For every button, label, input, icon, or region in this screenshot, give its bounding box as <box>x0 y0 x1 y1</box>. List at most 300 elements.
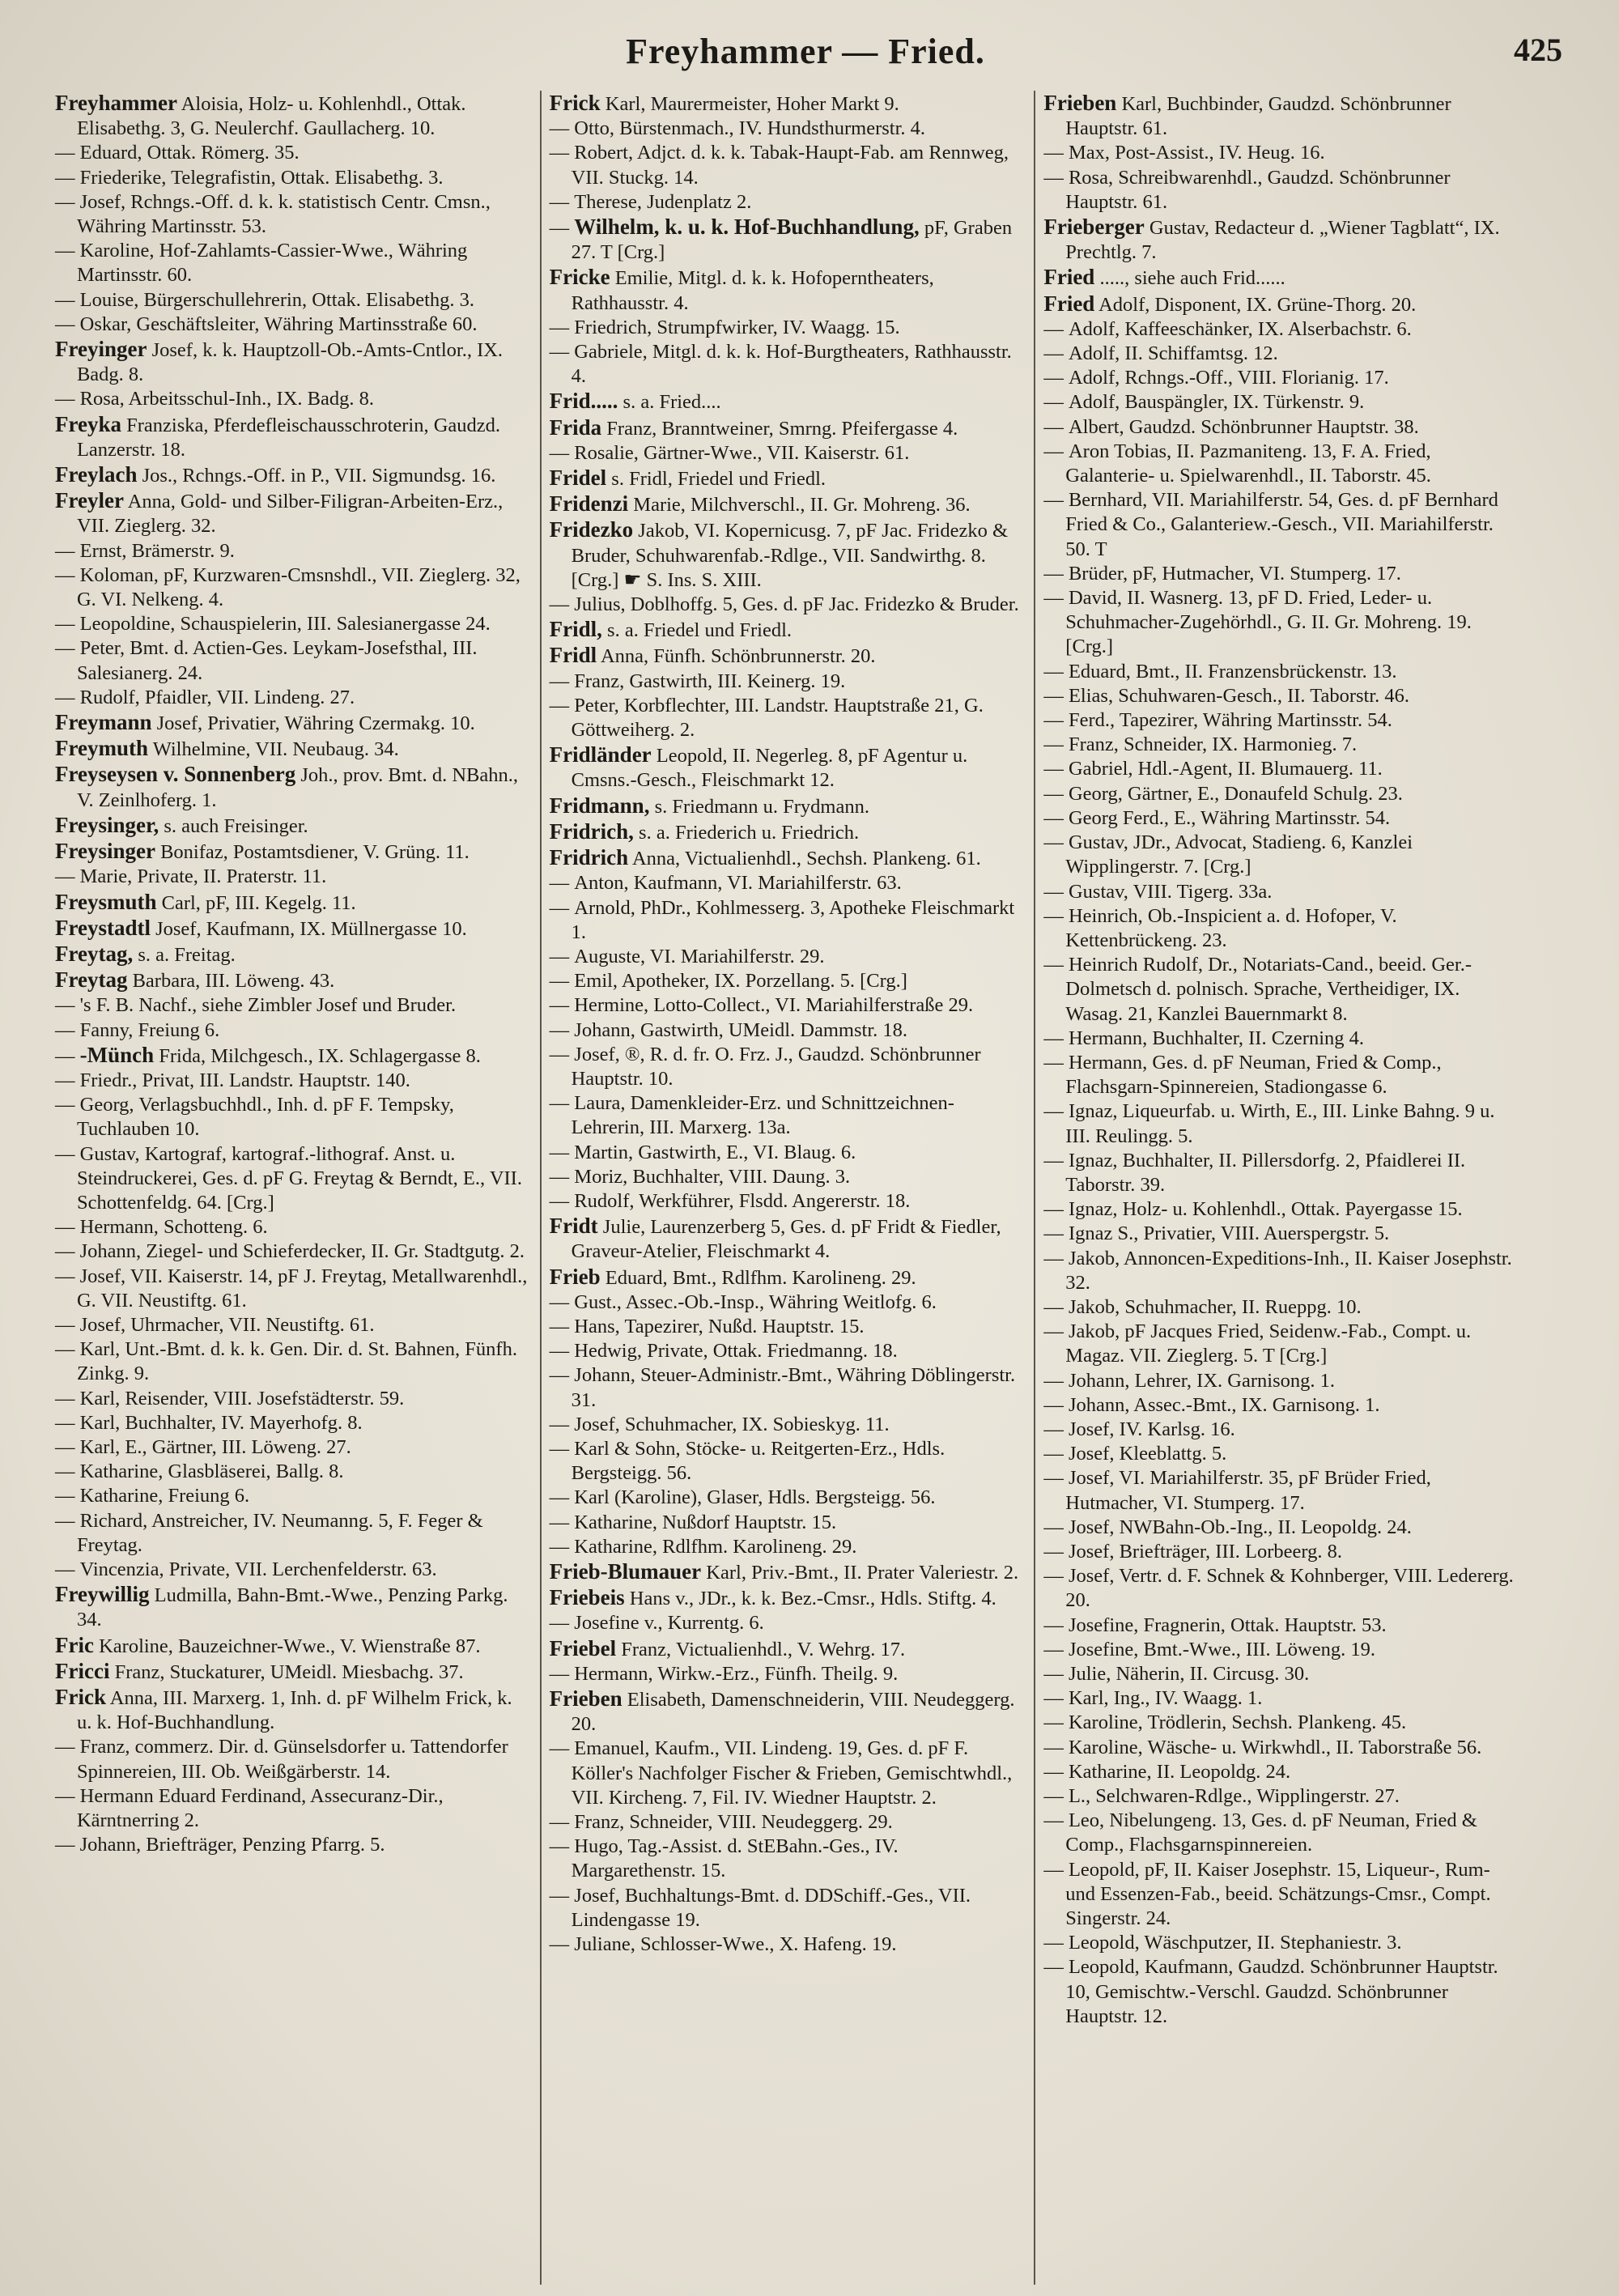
entry-text: Julius, Doblhoffg. 5, Ges. d. pF Jac. Fridezko & Bruder. <box>574 593 1019 616</box>
entry-surname: Freytag <box>55 967 128 993</box>
entry-text: Hermann, Schotteng. 6. <box>79 1216 268 1239</box>
repeat-dash: — <box>1043 1736 1064 1758</box>
entry-text: Auguste, VI. Mariahilferstr. 29. <box>574 945 825 967</box>
directory-entry <box>550 1486 1026 1510</box>
directory-entry <box>550 340 1026 389</box>
entry-surname: Fridl <box>549 643 597 668</box>
directory-entry <box>550 1511 1026 1535</box>
directory-entry <box>1043 1051 1520 1099</box>
directory-entry <box>550 1585 1026 1611</box>
repeat-dash: — <box>549 1737 570 1760</box>
column-1 <box>47 91 540 2285</box>
directory-entry <box>55 686 532 710</box>
repeat-dash: — <box>55 1216 75 1239</box>
repeat-dash: — <box>55 313 75 335</box>
entry-text: Friedrich, Strumpfwirker, IV. Waagg. 15. <box>574 316 900 338</box>
entry-text: Eduard, Ottak. Römerg. 35. <box>79 142 300 164</box>
entry-text: Karl, Unt.-Bmt. d. k. k. Gen. Dir. d. St. Bahnen, Fünfh. Zinkg. 9. <box>76 1338 517 1385</box>
repeat-dash: — <box>549 694 570 716</box>
directory-entry <box>55 190 532 239</box>
directory-entry <box>550 1810 1026 1835</box>
directory-entry <box>55 1784 532 1833</box>
entry-text: Josef, Rchngs.-Off. d. k. k. statistisch Centr. Cmsn., Währing Martinsstr. 53. <box>76 190 491 238</box>
repeat-dash: — <box>1043 660 1064 682</box>
directory-entry <box>1043 1858 1520 1932</box>
entry-text: Karl, Ing., IV. Waagg. 1. <box>1068 1687 1263 1710</box>
directory-entry <box>55 1337 532 1386</box>
directory-entry <box>550 1214 1026 1264</box>
directory-entry <box>550 1636 1026 1662</box>
repeat-dash: — <box>55 686 75 708</box>
directory-entry <box>550 1686 1026 1737</box>
page-header <box>49 31 1562 79</box>
entry-text: Eduard, Bmt., Rdlfhm. Karolineng. 29. <box>605 1266 916 1289</box>
entry-text: s. a. Friederich u. Friedrich. <box>639 821 860 844</box>
repeat-dash: — <box>1043 317 1064 340</box>
directory-entry <box>1043 757 1520 781</box>
entry-text: Ferd., Tapezirer, Währing Martinsstr. 54. <box>1068 709 1392 732</box>
directory-entry <box>1043 684 1520 708</box>
entry-surname: Fric <box>55 1632 94 1657</box>
entry-text: Richard, Anstreicher, IV. Neumanng. 5, F. Feger & Freytag. <box>76 1509 483 1556</box>
directory-entry <box>1043 390 1520 415</box>
entry-surname: Frick <box>55 1685 106 1709</box>
directory-entry <box>550 441 1026 466</box>
entry-text: Josef, Kaufmann, IX. Müllnergasse 10. <box>155 917 467 940</box>
entry-text: Julie, Näherin, II. Circusg. 30. <box>1068 1663 1310 1685</box>
entry-text: Rosa, Schreibwarenhdl., Gaudzd. Schönbrunner Hauptstr. 61. <box>1065 166 1451 213</box>
entry-surname: Freystadtl <box>55 915 151 940</box>
directory-entry <box>55 1387 532 1411</box>
directory-entry <box>550 190 1026 215</box>
directory-entry <box>1043 1099 1520 1148</box>
entry-surname: Freyinger <box>55 337 147 362</box>
directory-entry <box>550 1265 1026 1290</box>
repeat-dash: — <box>549 1018 570 1041</box>
directory-entry <box>55 636 532 685</box>
directory-entry <box>1043 1662 1520 1686</box>
entry-text: Julie, Laurenzerberg 5, Ges. d. pF Fridt & Fiedler, Graveur-Atelier, Fleischmarkt 4. <box>571 1216 1001 1263</box>
directory-entry <box>1043 1197 1520 1222</box>
directory-entry <box>550 415 1026 441</box>
directory-entry <box>1043 660 1520 684</box>
repeat-dash: — <box>55 1834 75 1856</box>
repeat-dash: — <box>1043 1467 1064 1490</box>
directory-entry <box>55 993 532 1018</box>
entry-text: Anna, Gold- und Silber-Filigran-Arbeiten-Erz., VII. Zieglerg. 32. <box>76 491 504 538</box>
repeat-dash: — <box>549 217 570 240</box>
directory-entry <box>55 337 532 387</box>
directory-entry <box>1043 1784 1520 1809</box>
directory-entry <box>550 1611 1026 1635</box>
entry-surname: Freyka <box>55 411 121 436</box>
directory-entry <box>55 1833 532 1857</box>
directory-entry <box>55 288 532 313</box>
entry-text: Koloman, pF, Kurzwaren-Cmsnshdl., VII. Zieglerg. 32, G. VI. Nelkeng. 4. <box>76 563 521 611</box>
entry-text: Leopold, II. Negerleg. 8, pF Agentur u. Cmsns.-Gesch., Fleischmarkt 12. <box>571 745 968 792</box>
directory-entry <box>1043 1638 1520 1662</box>
entry-text: Heinrich, Ob.-Inspicient a. d. Hofoper, V. Kettenbrückeng. 23. <box>1065 904 1397 951</box>
directory-entry <box>1043 586 1520 660</box>
repeat-dash: — <box>55 1736 75 1758</box>
entry-text: Marie, Private, II. Praterstr. 11. <box>79 865 327 888</box>
repeat-dash: — <box>55 1313 75 1336</box>
entry-text: Josef, Schuhmacher, IX. Sobieskyg. 11. <box>574 1413 890 1435</box>
repeat-dash: — <box>549 1835 570 1858</box>
entry-text: Johann, Assec.-Bmt., IX. Garnisong. 1. <box>1068 1393 1380 1416</box>
repeat-dash: — <box>55 1338 75 1361</box>
directory-entry <box>55 1484 532 1508</box>
directory-entry <box>550 1290 1026 1315</box>
directory-entry <box>1043 291 1520 317</box>
entry-text: Katharine, II. Leopoldg. 24. <box>1068 1760 1291 1783</box>
entry-surname: Frieben <box>1043 91 1117 115</box>
entry-text: Adolf, Disponent, IX. Grüne-Thorg. 20. <box>1098 293 1417 316</box>
directory-entry <box>550 1189 1026 1214</box>
repeat-dash: — <box>549 593 570 616</box>
directory-entry <box>55 710 532 736</box>
repeat-dash: — <box>549 1189 570 1212</box>
entry-text: Franziska, Pferdefleischausschroterin, Gaudzd. Lanzerstr. 18. <box>76 414 501 461</box>
entry-text: s. a. Freitag. <box>138 943 236 966</box>
repeat-dash: — <box>55 1411 75 1434</box>
repeat-dash: — <box>55 865 75 888</box>
directory-entry <box>55 1509 532 1558</box>
directory-entry <box>550 1165 1026 1189</box>
directory-entry <box>55 1142 532 1216</box>
entry-text: Peter, Bmt. d. Actien-Ges. Leykam-Josefsthal, III. Salesianerg. 24. <box>76 637 478 684</box>
entry-text: Ernst, Brämerstr. 9. <box>79 539 235 562</box>
repeat-dash: — <box>549 896 570 919</box>
entry-text: Karl & Sohn, Stöcke- u. Reitgerten-Erz., Hdls. Bergsteigg. 56. <box>571 1437 945 1485</box>
directory-entry <box>1043 1247 1520 1295</box>
directory-entry <box>1043 1564 1520 1613</box>
repeat-dash: — <box>549 1511 570 1533</box>
directory-entry <box>1043 1222 1520 1246</box>
directory-entry <box>550 1339 1026 1363</box>
directory-entry <box>1043 953 1520 1027</box>
repeat-dash: — <box>1043 1051 1064 1074</box>
entry-text: Josef, Privatier, Währing Czermakg. 10. <box>156 712 475 735</box>
entry-text: Franz, Gastwirth, III. Keinerg. 19. <box>574 670 846 692</box>
repeat-dash: — <box>55 637 75 660</box>
directory-entry <box>55 967 532 993</box>
directory-entry <box>55 412 532 462</box>
directory-entry <box>55 1239 532 1264</box>
repeat-dash: — <box>549 190 570 213</box>
repeat-dash: — <box>1043 1614 1064 1636</box>
entry-text: Franz, Victualienhdl., V. Wehrg. 17. <box>621 1638 906 1660</box>
entry-surname: Frieb <box>549 1264 601 1289</box>
repeat-dash: — <box>55 1265 75 1287</box>
repeat-dash: — <box>1043 1222 1064 1245</box>
repeat-dash: — <box>1043 758 1064 780</box>
repeat-dash: — <box>55 1240 75 1263</box>
entry-text: Gabriel, Hdl.-Agent, II. Blumauerg. 11. <box>1068 758 1383 780</box>
entry-text: Josefine, Fragnerin, Ottak. Hauptstr. 53. <box>1068 1614 1387 1636</box>
directory-entry <box>55 563 532 612</box>
directory-entry <box>550 517 1026 593</box>
entry-text: Emanuel, Kaufm., VII. Lindeng. 19, Ges. d. pF F. Köller's Nachfolger Fischer & Frieben, Gemischtwhdl., VII. Kircheng. 7, Fil. IV. Wiedner Hauptstr. 2. <box>571 1737 1013 1809</box>
repeat-dash: — <box>1043 1858 1064 1881</box>
entry-text: Brüder, pF, Hutmacher, VI. Stumperg. 17. <box>1068 562 1401 585</box>
directory-entry <box>550 617 1026 643</box>
directory-entry <box>55 916 532 942</box>
repeat-dash: — <box>549 1290 570 1313</box>
repeat-dash: — <box>55 1142 75 1165</box>
repeat-dash: — <box>55 539 75 562</box>
entry-surname: Freysinger, <box>55 812 159 837</box>
directory-entry <box>55 890 532 916</box>
repeat-dash: — <box>549 872 570 895</box>
entry-text: Adolf, Rchngs.-Off., VIII. Florianig. 17. <box>1068 367 1389 389</box>
repeat-dash: — <box>1043 709 1064 732</box>
repeat-dash: — <box>549 1340 570 1363</box>
directory-entry <box>550 643 1026 669</box>
entry-text: ....., siehe auch Frid...... <box>1099 267 1285 290</box>
repeat-dash: — <box>1043 831 1064 854</box>
directory-entry <box>550 969 1026 993</box>
entry-text: Karl, Priv.-Bmt., II. Prater Valeriestr. 2. <box>706 1561 1019 1584</box>
directory-entry <box>550 793 1026 819</box>
repeat-dash: — <box>1043 1149 1064 1171</box>
directory-entry <box>55 1313 532 1337</box>
directory-entry <box>55 1685 532 1735</box>
entry-text: Johann, Briefträger, Penzing Pfarrg. 5. <box>79 1834 385 1856</box>
directory-entry <box>1043 1760 1520 1784</box>
entry-surname: Freysinger <box>55 839 155 864</box>
entry-text: Joh., prov. Bmt. d. NBahn., V. Zeinlhoferg. 1. <box>76 764 518 811</box>
entry-text: Katharine, Rdlfhm. Karolineng. 29. <box>574 1535 857 1558</box>
repeat-dash: — <box>1043 782 1064 805</box>
directory-entry <box>55 1435 532 1460</box>
entry-text: Jakob, VI. Kopernicusg. 7, pF Jac. Fridezko & Bruder, Schuhwarenfab.-Rdlge., VII. Sandwirthg. 8. [Crg.] ☛ S. Ins. S. XIII. <box>571 520 1009 591</box>
repeat-dash: — <box>549 1486 570 1509</box>
directory-entry <box>55 1633 532 1659</box>
repeat-dash: — <box>1043 367 1064 389</box>
directory-entry <box>55 1582 532 1632</box>
repeat-dash: — <box>549 1437 570 1460</box>
repeat-dash: — <box>1043 904 1064 927</box>
repeat-dash: — <box>1043 954 1064 976</box>
repeat-dash: — <box>1043 391 1064 414</box>
entry-text: Jakob, Annoncen-Expeditions-Inh., II. Kaiser Josephstr. 32. <box>1065 1247 1512 1294</box>
directory-entry <box>55 1265 532 1313</box>
column-3 <box>1034 91 1528 2285</box>
entry-surname: Fridel <box>549 466 607 491</box>
entry-text: Hermine, Lotto-Collect., VI. Mariahilferstraße 29. <box>574 994 974 1017</box>
repeat-dash: — <box>549 1933 570 1956</box>
entry-surname: Freyler <box>55 488 124 513</box>
entry-text: Elias, Schuhwaren-Gesch., II. Taborstr. 46. <box>1068 684 1410 707</box>
entry-text: Hermann, Wirkw.-Erz., Fünfh. Theilg. 9. <box>574 1662 899 1685</box>
entry-text: Josef, ®, R. d. fr. O. Frz. J., Gaudzd. Schönbrunner Hauptstr. 10. <box>571 1043 981 1090</box>
repeat-dash: — <box>55 1018 75 1041</box>
entry-surname: Freywillig <box>55 1582 150 1607</box>
entry-text: Gustav, VIII. Tigerg. 33a. <box>1068 880 1273 903</box>
directory-entry <box>550 819 1026 845</box>
repeat-dash: — <box>549 1315 570 1337</box>
directory-entry <box>1043 733 1520 757</box>
entry-text: Josef, NWBahn-Ob.-Ing., II. Leopoldg. 24. <box>1068 1516 1412 1538</box>
repeat-dash: — <box>1043 1932 1064 1954</box>
directory-entry <box>55 239 532 287</box>
directory-entry <box>1043 1442 1520 1466</box>
directory-entry <box>1043 166 1520 215</box>
entry-text: Hermann, Ges. d. pF Neuman, Fried & Comp., Flachsgarn-Spinnereien, Stadiongasse 6. <box>1065 1051 1442 1099</box>
entry-text: Ignaz, Holz- u. Kohlenhdl., Ottak. Payergasse 15. <box>1068 1198 1463 1221</box>
repeat-dash: — <box>55 190 75 213</box>
directory-entry <box>1043 342 1520 366</box>
directory-entry <box>55 1043 532 1069</box>
entry-text: Adolf, Bauspängler, IX. Türkenstr. 9. <box>1068 391 1365 414</box>
entry-text: Gustav, JDr., Advocat, Stadieng. 6, Kanzlei Wipplingerstr. 7. [Crg.] <box>1065 831 1413 878</box>
directory-entry <box>55 539 532 563</box>
entry-text: Georg, Gärtner, E., Donaufeld Schulg. 23. <box>1068 782 1403 805</box>
entry-text: Karl, Buchbinder, Gaudzd. Schönbrunner Hauptstr. 61. <box>1065 93 1451 140</box>
directory-entry <box>550 1835 1026 1883</box>
entry-text: Gustav, Redacteur d. „Wiener Tagblatt“, IX. Prechtlg. 7. <box>1065 217 1500 264</box>
entry-text: Albert, Gaudzd. Schönbrunner Hauptstr. 38. <box>1068 415 1419 438</box>
repeat-dash: — <box>55 1044 75 1067</box>
entry-text: Hermann, Buchhalter, II. Czerning 4. <box>1068 1027 1365 1049</box>
entry-text: Franz, commerz. Dir. d. Günselsdorfer u. Tattendorfer Spinnereien, III. Ob. Weißgärberstr. 14. <box>76 1736 508 1783</box>
entry-text: Johann, Gastwirth, UMeidl. Dammstr. 18. <box>574 1018 907 1041</box>
repeat-dash: — <box>55 142 75 164</box>
entry-surname: Fridländer <box>549 742 652 767</box>
repeat-dash: — <box>549 316 570 338</box>
entry-text: Josef, Kleeblattg. 5. <box>1068 1443 1227 1465</box>
directory-entry <box>1043 1418 1520 1442</box>
repeat-dash: — <box>1043 1418 1064 1440</box>
entry-text: Peter, Korbflechter, III. Landstr. Hauptstraße 21, G. Göttweiherg. 2. <box>571 694 984 742</box>
entry-text: Adolf, Kaffeeschänker, IX. Alserbachstr. 6. <box>1068 317 1412 340</box>
repeat-dash: — <box>549 1811 570 1834</box>
entry-text: Gustav, Kartograf, kartograf.-lithograf. Anst. u. Steindruckerei, Ges. d. pF G. Freytag & Berndt, E., VII. Schottenfeldg. 64. [Crg.] <box>76 1142 522 1214</box>
directory-entry <box>55 141 532 165</box>
repeat-dash: — <box>1043 1443 1064 1465</box>
directory-entry <box>55 1460 532 1484</box>
entry-text: Karoline, Wäsche- u. Wirkwhdl., II. Taborstraße 56. <box>1068 1736 1482 1758</box>
entry-surname: Frick <box>549 91 601 115</box>
entry-text: Leopold, pF, II. Kaiser Josephstr. 15, Liqueur-, Rum- und Essenzen-Fab., beeid. Schätzungs-Cmsr., Compt. Singerstr. 24. <box>1065 1858 1491 1930</box>
entry-surname: Fridmann, <box>549 793 650 818</box>
entry-text: s. a. Fried.... <box>623 391 721 414</box>
repeat-dash: — <box>1043 1320 1064 1343</box>
entry-surname: Fridenzi <box>549 491 629 517</box>
repeat-dash: — <box>1043 415 1064 438</box>
entry-text: Anton, Kaufmann, VI. Mariahilferstr. 63. <box>574 872 902 895</box>
repeat-dash: — <box>55 1558 75 1580</box>
entry-text: Bonifaz, Postamtsdiener, V. Grüng. 11. <box>160 841 470 864</box>
entry-text: Josef, VI. Mariahilferstr. 35, pF Brüder Fried, Hutmacher, VI. Stumperg. 17. <box>1065 1467 1431 1514</box>
entry-text: Josef, Uhrmacher, VII. Neustiftg. 61. <box>79 1313 375 1336</box>
repeat-dash: — <box>1043 1785 1064 1808</box>
repeat-dash: — <box>55 1069 75 1091</box>
directory-entry <box>1043 1027 1520 1051</box>
directory-entry <box>550 1662 1026 1686</box>
directory-entry <box>1043 1711 1520 1735</box>
entry-text: Barbara, III. Löweng. 43. <box>132 970 335 993</box>
repeat-dash: — <box>549 1884 570 1907</box>
entry-surname: Frid..... <box>549 389 618 414</box>
repeat-dash: — <box>1043 1247 1064 1269</box>
repeat-dash: — <box>1043 684 1064 707</box>
directory-entry <box>1043 1149 1520 1197</box>
directory-entry <box>1043 366 1520 390</box>
directory-entry <box>55 462 532 488</box>
entry-text: Carl, pF, III. Kegelg. 11. <box>161 891 356 914</box>
directory-entry <box>1043 1393 1520 1418</box>
directory-entry <box>55 1093 532 1142</box>
entry-text: s. Fridl, Friedel und Friedl. <box>611 468 826 491</box>
entry-text: Leo, Nibelungeng. 13, Ges. d. pF Neuman, Fried & Comp., Flachsgarnspinnereien. <box>1065 1809 1477 1856</box>
directory-entry <box>1043 904 1520 953</box>
directory-entry <box>550 1884 1026 1932</box>
directory-entry <box>55 865 532 889</box>
entry-surname: Frida <box>549 415 602 440</box>
entry-text: Aloisia, Holz- u. Kohlenhdl., Ottak. Elisabethg. 3, G. Neulerchf. Gaullacherg. 10. <box>76 93 466 140</box>
directory-entry <box>55 736 532 762</box>
entry-text: Hedwig, Private, Ottak. Friedmanng. 18. <box>574 1340 898 1363</box>
entry-surname: Fricci <box>55 1658 110 1683</box>
repeat-dash: — <box>549 1364 570 1387</box>
entry-surname: Freymuth <box>55 736 148 761</box>
directory-entry <box>550 117 1026 141</box>
entry-text: Josef, Briefträger, III. Lorbeerg. 8. <box>1068 1540 1342 1563</box>
repeat-dash: — <box>55 1435 75 1458</box>
directory-entry <box>1043 1516 1520 1540</box>
directory-entry <box>1043 488 1520 562</box>
directory-entry <box>55 1735 532 1784</box>
repeat-dash: — <box>1043 489 1064 512</box>
entry-text: Marie, Milchverschl., II. Gr. Mohreng. 36. <box>633 494 971 517</box>
entry-text: Ignaz, Liqueurfab. u. Wirth, E., III. Linke Bahng. 9 u. III. Reulingg. 5. <box>1065 1100 1495 1147</box>
entry-text: Hans, Tapezirer, Nußd. Hauptstr. 15. <box>574 1315 865 1337</box>
entry-text: Moriz, Buchhalter, VIII. Daung. 3. <box>574 1165 851 1188</box>
repeat-dash: — <box>549 441 570 464</box>
entry-text: Rosalie, Gärtner-Wwe., VII. Kaiserstr. 61. <box>574 441 910 464</box>
entry-surname: Freyseysen v. Sonnenberg <box>55 762 296 787</box>
entry-text: Hans v., JDr., k. k. Bez.-Cmsr., Hdls. Stiftg. 4. <box>629 1588 996 1610</box>
entry-surname: Frieben <box>549 1686 623 1711</box>
repeat-dash: — <box>549 1165 570 1188</box>
entry-text: Franz, Branntweiner, Smrng. Pfeifergasse 4. <box>606 417 958 440</box>
directory-entry <box>1043 782 1520 806</box>
entry-surname: Freymann <box>55 710 152 735</box>
entry-surname: Fried <box>1043 265 1095 290</box>
directory-entry <box>55 839 532 865</box>
repeat-dash: — <box>55 388 75 410</box>
entry-text: Johann, Steuer-Administr.-Bmt., Währing Döblingerstr. 31. <box>571 1364 1016 1411</box>
repeat-dash: — <box>1043 1760 1064 1783</box>
entry-text: Jakob, pF Jacques Fried, Seidenw.-Fab., Compt. u. Magaz. VII. Zieglerg. 5. T [Crg.] <box>1065 1320 1472 1367</box>
directory-entry <box>1043 1295 1520 1320</box>
entry-surname: Freytag, <box>55 941 134 966</box>
directory-entry <box>550 1043 1026 1091</box>
repeat-dash: — <box>1043 1516 1064 1538</box>
directory-entry <box>1043 1736 1520 1760</box>
repeat-dash: — <box>1043 1369 1064 1392</box>
repeat-dash: — <box>55 1509 75 1532</box>
entry-text: Oskar, Geschäftsleiter, Währing Martinsstraße 60. <box>79 313 478 335</box>
entry-text: Martin, Gastwirth, E., VI. Blaug. 6. <box>574 1141 856 1163</box>
entry-text: Friederike, Telegrafistin, Ottak. Elisabethg. 3. <box>79 166 444 189</box>
directory-entry <box>550 389 1026 415</box>
directory-entry <box>550 1559 1026 1585</box>
directory-entry <box>1043 141 1520 165</box>
entry-surname: Fridrich, <box>549 818 634 844</box>
